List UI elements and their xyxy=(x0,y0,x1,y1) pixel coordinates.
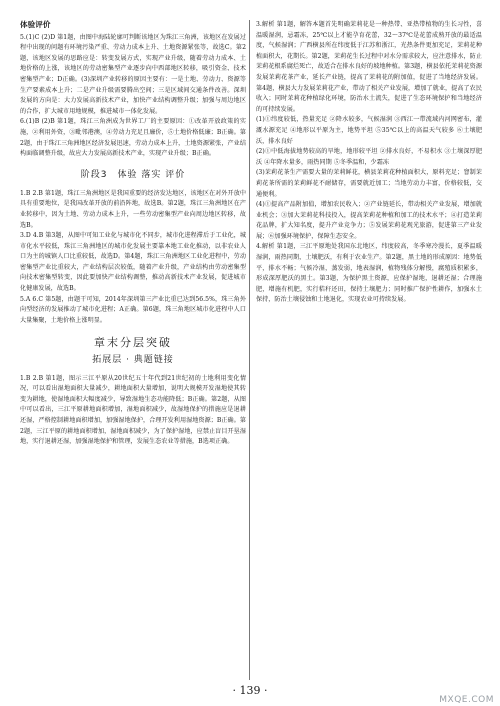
answer-q3: 3.解析 第1题，解答本题首先明确茉莉花是一种热带、亚热带植物的生长习性，喜温暖湿润，忌霜冻，25℃以上才能孕育花蕾，32～37℃是花蕾成熟开放的最适温度，气候湿润；广西横县所在纬度低于江苏和浙江，光热条件更加充足，茉莉花种植面积大，花期长。第2题，茉莉花生长过程中对水分需求较大，应注意排水，防止茉莉花根系腐烂死亡，故适合在排水良好的坡地种植。第3题，横县依托茉莉花资源发展茉莉花茶产业，延长产业链，提高了茉莉花的附加值，促进了当地经济发展。第4题，横县大力发展茉莉花产业，带动了相关产业发展，增加了就业，提高了农民收入；同时茉莉花种植绿化环境，防治水土流失，促进了生态环境保护和当地经济的可持续发展。 xyxy=(256,21,482,113)
chapter-heading: 章末分层突破 xyxy=(94,336,172,350)
answer-s5: 5.A 6.C 第5题，由题干可知，2014年深圳第三产业比重已达到56.5%，珠三角外向型经济的发展推动了城市化进程；A正确。第6题，珠三角地区城市化进程中人口大量集聚，土地价格上涨明显。 xyxy=(20,295,246,324)
stage-heading: 阶段3 体验 落实 评价 xyxy=(80,169,186,180)
answer-s1: 1.B 2.B 第1题，珠江三角洲地区是我国重要的经济发达地区，该地区在对外开放中具有重要地位，是我国改革开放的前沿阵地，故选B。第2题，珠江三角洲地区在产业转移中，因为土地、劳动力成本上升，一些劳动密集型产业向周边地区转移，故选B。 xyxy=(20,189,246,229)
answer-q3-part1: (1)①纬度较低，热量充足 ②降水较多，气候湿润 ③西江一带流域内河网密布，灌溉水源充足 ④地形以平原为主，地势平坦 ⑤35℃以上的高温天气较多 ⑥土壤肥沃，排水良好 xyxy=(256,116,482,145)
left-column xyxy=(20,20,246,448)
right-column xyxy=(256,20,482,306)
answer-q6: 6.(1)B (2)B 第1题，珠江三角洲成为世界工厂的主要原因：①改革开放政策的实施，②利用外资，③毗邻港澳，④劳动力充足且廉价，⑤土地价格低廉；B正确。第2题，由于珠江三角洲地区经济发展迅速，劳动力成本上升，土地资源紧张，产业结构面临调整升级，故应大力发展高新技术产业，实现产业升级；B正确。 xyxy=(20,118,246,158)
answer-q3-part2: (2)①中低海拔地势较高的旱地，地形较平坦 ②排水良好，不易积水 ③土壤深厚肥沃 ④年降水量多，雨热同期 ⑤冬季温和，少霜冻 xyxy=(256,148,482,166)
page-number: · 139 · xyxy=(232,684,268,697)
sub-heading: 拓展层 · 典题链接 xyxy=(92,355,174,366)
watermark: MXQE.COM xyxy=(439,695,494,705)
answer-q3-part3: (3)茉莉花茶生产需要大量的茉莉鲜花，横县茉莉花种植面积大，原料充足；窨制茉莉花茶所需的茉莉鲜花不耐储存，需要就近加工；当地劳动力丰富，价格较低，交通便利。 xyxy=(256,169,482,198)
section-heading: 体验评价 xyxy=(20,20,51,29)
answer-s3: 3.D 4.B 第3题，从图中可知工业化与城市化不同步，城市化进程滞后于工业化，城市化水平较低，珠江三角洲地区的城市化发展主要靠本地工业化推动，以非农业人口为主的城镇人口比重较低，故选D。第4题，珠江三角洲地区工业化进程中，劳动密集型产业比重较大，产业结构层次较低，随着产业升级，产业结构由劳动密集型向技术密集型转变，因此要加快产业结构调整，推动高新技术产业发展，促进城市化健康发展，故选B。 xyxy=(20,232,246,293)
column-divider xyxy=(249,20,250,680)
answer-q4: 4.解析 第1题，三江平原地处我国东北地区，纬度较高，冬季寒冷漫长，夏季温暖湿润，雨热同期，土壤肥沃，有利于农业生产。第2题，黑土地的形成原因：地势低平，排水不畅；气候冷湿，蒸发弱，地表湿润，植物残体分解慢，腐殖质积累多，形成深厚肥沃的黑土。第3题，为保护黑土资源，应保护湿地，退耕还湿；合理施肥，增施有机肥，实行秸秆还田，保持土壤肥力；同时推广保护性耕作，加强水土保持，防治土壤侵蚀和土地退化，实现农业可持续发展。 xyxy=(256,243,482,304)
answer-t1: 1.B 2.B 第1题，图示三江平原从20世纪五十年代到21世纪初的土地利用变化情况，可以看出湿地面积大量减少，耕地面积大量增加，说明大规模开发湿地使其转变为耕地，使湿地面积大幅度减少，导致湿地生态功能降低；B正确。第2题，从图中可以看出，三江平原耕地面积增加，湿地面积减少，故湿地保护的措施应是退耕还湿，严格控制耕地面积增加，加强湿地保护，合理开发利用湿地资源；B正确。第2题，三江平原的耕地面积增加，湿地面积减少，为了保护湿地，应禁止盲目开垦湿地，实行退耕还湿，加强湿地保护和管理，发展生态农业等措施，B选项正确。 xyxy=(20,374,246,446)
answer-q3-part4: (4)①提高产品附加值，增加农民收入；②产业链延长，带动相关产业发展，增加就业机会；③加大茉莉花科技投入，提高茉莉花种植和加工的技术水平；④打造茉莉花品牌，扩大知名度，提升产业竞争力；⑤发展茉莉花观光旅游，促进第三产业发展；⑥加强环境保护，保障生态安全。 xyxy=(256,201,482,240)
answer-q5: 5.(1)C (2)D 第1题，由图中海陆轮廓可判断该地区为珠江三角洲，该地区在发展过程中出现的问题有环境污染严重、劳动力成本上升、土地资源紧张等，故选C。第2题，该地区发展的思路应是：转变发展方式，实现产业升级，随着劳动力成本、土地价格的上涨，该地区的劳动密集型产业逐步向中西部地区转移，吸引资金、技术密集型产业；D正确。(3)深圳产业转移的原因主要有：一是土地、劳动力、资源等生产要素成本上升；二是产业升级需要腾出空间；三是区域间交通条件改善。深圳发展的方向是：大力发展高新技术产业，加快产业结构调整升级；加强与周边地区的合作，扩大城市用地规模，推进城市一体化发展。 xyxy=(20,33,246,115)
